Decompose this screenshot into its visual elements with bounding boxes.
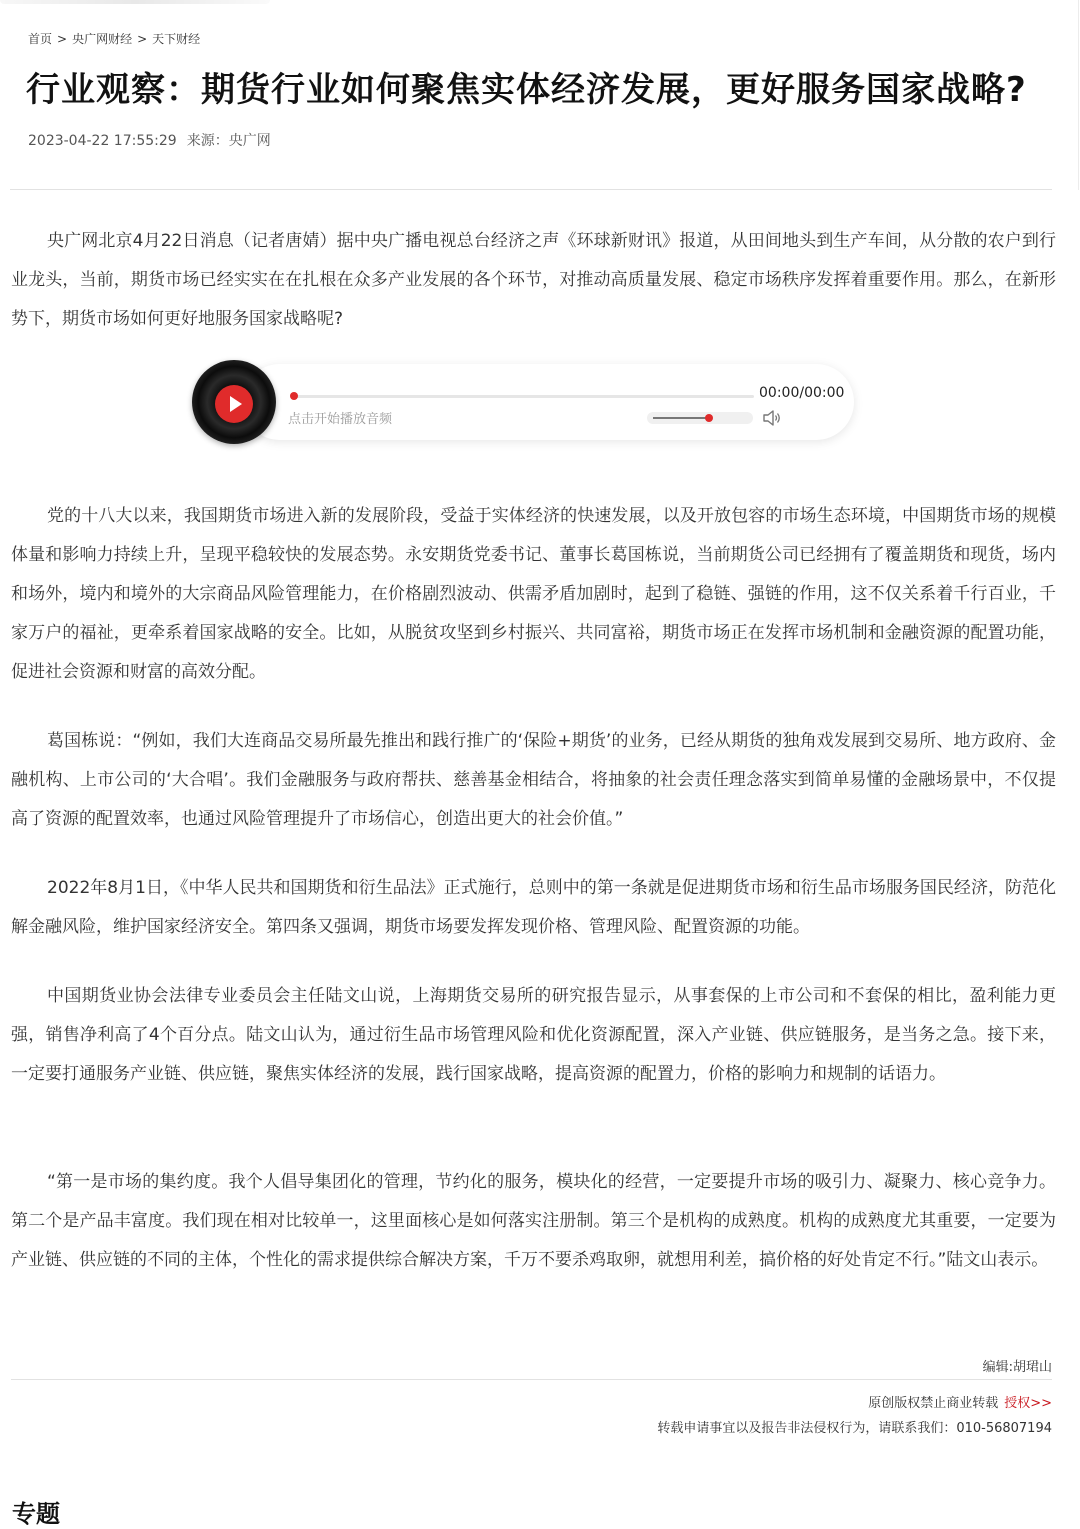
speaker-icon[interactable] bbox=[762, 409, 782, 427]
volume-fill bbox=[653, 417, 709, 419]
volume-handle[interactable] bbox=[705, 414, 713, 422]
next-section-title: 专题 bbox=[12, 1500, 60, 1528]
play-button[interactable] bbox=[215, 385, 253, 423]
breadcrumb bbox=[28, 30, 200, 47]
publish-datetime: 2023-04-22 17:55:29 bbox=[28, 133, 177, 149]
volume-slider[interactable] bbox=[647, 412, 753, 424]
article-paragraph: 中国期货业协会法律专业委员会主任陆文山说，上海期货交易所的研究报告显示，从事套保的上市公司和不套保的相比，盈利能力更强，销售净利高了4个百分点。陆文山认为，通过衍生品市场管理风险和优化资源配置，深入产业链、供应链服务，是当务之急。接下来，一定要打通服务产业链、供应链，聚焦实体经济的发展，践行国家战略，提高资源的配置力，价格的影响力和规制的话语力。 bbox=[11, 986, 1056, 1084]
article-source: 来源：央广网 bbox=[186, 133, 271, 149]
article-paragraph: “第一是市场的集约度。我个人倡导集团化的管理，节约化的服务，模块化的经营，一定要提升市场的吸引力、凝聚力、核心竞争力。第二个是产品丰富度。我们现在相对比较单一，这里面核心是如何落实注册制。第三个是机构的成熟度。机构的成熟度尤其重要，一定要为产业链、供应链的不同的主体，个性化的需求提供综合解决方案，千万不要杀鸡取卵，就想用利差，搞价格的好处肯定不行。”陆文山表示。 bbox=[11, 1172, 1056, 1270]
article-meta bbox=[28, 130, 271, 150]
vinyl-disc-icon bbox=[192, 360, 276, 444]
authorize-link[interactable]: 授权>> bbox=[1004, 1396, 1052, 1411]
breadcrumb-separator: > bbox=[137, 32, 148, 46]
audio-progress-bar[interactable] bbox=[292, 395, 754, 398]
copyright-notice bbox=[868, 1392, 1052, 1411]
breadcrumb-home-link[interactable]: 首页 bbox=[28, 32, 53, 46]
article-paragraph: 2022年8月1日，《中华人民共和国期货和衍生品法》正式施行，总则中的第一条就是促进期货市场和衍生品市场服务国民经济，防范化解金融风险，维护国家经济安全。第四条又强调，期货市场要发挥发现价格、管理风险、配置资源的功能。 bbox=[11, 878, 1056, 937]
breadcrumb-section-link[interactable]: 天下财经 bbox=[152, 32, 201, 46]
copyright-text: 原创版权禁止商业转载 bbox=[868, 1396, 999, 1411]
article-paragraph: 央广网北京4月22日消息（记者唐婧）据中央广播电视总台经济之声《环球新财讯》报道，从田间地头到生产车间，从分散的农户到行业龙头，当前，期货市场已经实实在在扎根在众多产业发展的各个环节，对推动高质量发展、稳定市场秩序发挥着重要作用。那么，在新形势下，期货市场如何更好地服务国家战略呢? bbox=[11, 231, 1056, 329]
breadcrumb-channel-link[interactable]: 央广网财经 bbox=[72, 32, 133, 46]
audio-time: 00:00/00:00 bbox=[759, 385, 845, 401]
footer-divider bbox=[11, 1379, 1052, 1380]
contact-info: 转载申请事宜以及报告非法侵权行为，请联系我们：010-56807194 bbox=[657, 1421, 1052, 1436]
article-paragraph: 党的十八大以来，我国期货市场进入新的发展阶段，受益于实体经济的快速发展，以及开放包容的市场生态环境，中国期货市场的规模体量和影响力持续上升，呈现平稳较快的发展态势。永安期货党委书记、董事长葛国栋说，当前期货公司已经拥有了覆盖期货和现货，场内和场外，境内和境外的大宗商品风险管理能力，在价格剧烈波动、供需矛盾加剧时，起到了稳链、强链的作用，这不仅关系着千行百业，千家万户的福祉，更牵系着国家战略的安全。比如，从脱贫攻坚到乡村振兴、共同富裕，期货市场正在发挥市场机制和金融资源的配置功能，促进社会资源和财富的高效分配。 bbox=[11, 506, 1056, 682]
audio-player bbox=[192, 358, 857, 446]
article-paragraph: 葛国栋说：“例如，我们大连商品交易所最先推出和践行推广的‘保险+期货’的业务，已经从期货的独角戏发展到交易所、地方政府、金融机构、上市公司的‘大合唱’。我们金融服务与政府帮扶、慈善基金相结合，将抽象的社会责任理念落实到简单易懂的金融场景中，不仅提高了资源的配置效率，也通过风险管理提升了市场信心，创造出更大的社会价值。” bbox=[11, 731, 1056, 829]
audio-hint: 点击开始播放音频 bbox=[288, 412, 393, 427]
header-divider bbox=[10, 189, 1052, 190]
article-header bbox=[0, 0, 1079, 190]
breadcrumb-separator: > bbox=[57, 32, 68, 46]
audio-player-panel bbox=[242, 364, 854, 440]
page-title: 行业观察：期货行业如何聚焦实体经济发展，更好服务国家战略? bbox=[26, 70, 1027, 110]
editor-credit: 编辑:胡珺山 bbox=[982, 1360, 1052, 1375]
audio-progress-handle[interactable] bbox=[290, 392, 298, 400]
